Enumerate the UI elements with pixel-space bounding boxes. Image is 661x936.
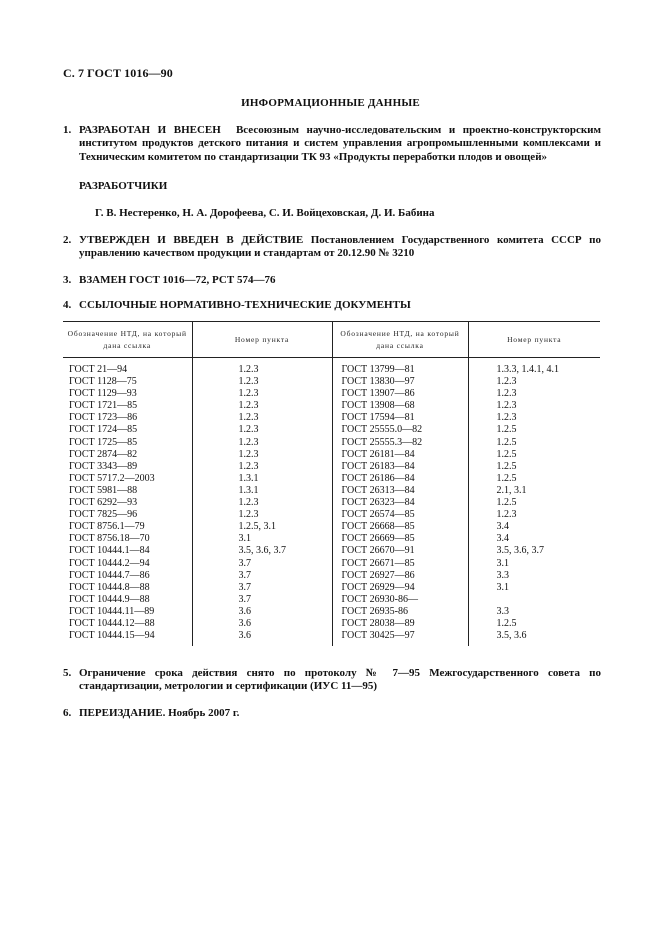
table-row <box>63 358 600 377</box>
ref-document: ГОСТ 17594—81 <box>332 412 468 424</box>
section-6 <box>63 707 601 720</box>
section-3 <box>63 274 601 287</box>
ref-document: ГОСТ 26313—84 <box>332 485 468 497</box>
ref-item: 3.3 <box>468 606 600 618</box>
section-text: Постановлением Государственного комитета СССР по управлению качеством продукции и стандартам от 20.12.90 № 3210 <box>79 234 602 260</box>
table-row <box>63 545 600 557</box>
ref-item: 1.2.5 <box>468 424 600 436</box>
ref-item: 1.2.3 <box>192 509 332 521</box>
ref-item: 1.2.3 <box>192 437 332 449</box>
table-row <box>63 388 600 400</box>
section-2 <box>63 234 601 261</box>
table-row <box>63 485 600 497</box>
ref-document: ГОСТ 26323—84 <box>332 497 468 509</box>
section-text: Ограничение срока действия снято по протоколу № 7—95 Межгосударственного совета по стандартизации, метрологии и сертификации (ИУС 11—95) <box>79 667 601 693</box>
ref-document: ГОСТ 26670—91 <box>332 545 468 557</box>
col-header-document: Обозначение НТД, на который дана ссылка <box>63 322 192 358</box>
table-row <box>63 618 600 630</box>
ref-document: ГОСТ 1129—93 <box>69 388 137 400</box>
ref-item: 3.4 <box>468 533 600 545</box>
ref-document: ГОСТ 10444.12—88 <box>69 617 155 629</box>
section-body <box>79 234 601 261</box>
ref-item: 1.2.3 <box>192 449 332 461</box>
ref-item <box>468 594 600 606</box>
section-lead: УТВЕРЖДЕН И ВВЕДЕН В ДЕЙСТВИЕ <box>79 234 304 246</box>
table-row <box>63 400 600 412</box>
ref-document: ГОСТ 26935-86 <box>332 606 468 618</box>
section-1 <box>63 124 601 164</box>
ref-document: ГОСТ 1723—86 <box>69 412 138 424</box>
table-row <box>63 449 600 461</box>
ref-document: ГОСТ 10444.1—84 <box>69 545 150 557</box>
ref-document: ГОСТ 1721—85 <box>69 400 138 412</box>
ref-document: ГОСТ 10444.9—88 <box>69 593 150 605</box>
ref-item: 3.4 <box>468 521 600 533</box>
ref-item: 3.5, 3.6, 3.7 <box>468 545 600 557</box>
ref-document: ГОСТ 6292—93 <box>69 497 138 509</box>
section-5 <box>63 667 601 694</box>
section-4 <box>63 299 601 312</box>
ref-item: 1.2.3 <box>192 461 332 473</box>
ref-item: 3.7 <box>192 558 332 570</box>
table-row <box>63 570 600 582</box>
ref-item: 3.7 <box>192 594 332 606</box>
ref-item: 1.2.3 <box>192 388 332 400</box>
section-number: 5. <box>63 667 72 679</box>
ref-document: ГОСТ 3343—89 <box>69 460 138 472</box>
ref-document: ГОСТ 26930-86— <box>332 594 468 606</box>
table-row <box>63 473 600 485</box>
developers-names: Г. В. Нестеренко, Н. А. Дорофеева, С. И. Войцеховская, Д. И. Бабина <box>95 207 435 219</box>
ref-item: 1.2.3 <box>468 509 600 521</box>
ref-item: 3.1 <box>468 558 600 570</box>
ref-item: 3.3 <box>468 570 600 582</box>
ref-document: ГОСТ 26671—85 <box>332 558 468 570</box>
table-row <box>63 521 600 533</box>
page-header: С. 7 ГОСТ 1016—90 <box>63 66 173 80</box>
ref-item: 1.2.3 <box>192 424 332 436</box>
ref-item: 1.2.3 <box>192 412 332 424</box>
ref-document: ГОСТ 10444.2—94 <box>69 557 150 569</box>
col-header-document: Обозначение НТД, на который дана ссылка <box>332 322 468 358</box>
document-title: ИНФОРМАЦИОННЫЕ ДАННЫЕ <box>241 97 420 109</box>
ref-item: 2.1, 3.1 <box>468 485 600 497</box>
ref-item: 1.2.3 <box>192 358 332 377</box>
ref-document: ГОСТ 28038—89 <box>332 618 468 630</box>
ref-document: ГОСТ 26669—85 <box>332 533 468 545</box>
table-header-row <box>63 322 600 358</box>
ref-item: 1.2.5 <box>468 437 600 449</box>
table-row <box>63 497 600 509</box>
ref-document: ГОСТ 10444.8—88 <box>69 581 150 593</box>
table-body <box>63 358 600 647</box>
ref-document: ГОСТ 13799—81 <box>332 358 468 377</box>
ref-item: 1.2.3 <box>192 497 332 509</box>
ref-document: ГОСТ 1725—85 <box>69 436 138 448</box>
ref-item: 3.1 <box>468 582 600 594</box>
table-row <box>63 558 600 570</box>
ref-document: ГОСТ 1128—75 <box>69 376 137 388</box>
ref-item: 1.3.3, 1.4.1, 4.1 <box>468 358 600 377</box>
ref-item: 1.2.5 <box>468 449 600 461</box>
ref-item: 3.6 <box>192 606 332 618</box>
ref-document: ГОСТ 1724—85 <box>69 424 138 436</box>
ref-document: ГОСТ 30425—97 <box>332 630 468 646</box>
ref-item: 1.3.1 <box>192 473 332 485</box>
ref-item: 3.5, 3.6, 3.7 <box>192 545 332 557</box>
table-row <box>63 630 600 646</box>
table-row <box>63 376 600 388</box>
ref-item: 1.2.5 <box>468 461 600 473</box>
ref-item: 1.3.1 <box>192 485 332 497</box>
section-text: ССЫЛОЧНЫЕ НОРМАТИВНО-ТЕХНИЧЕСКИЕ ДОКУМЕНТЫ <box>79 299 411 311</box>
ref-document: ГОСТ 26183—84 <box>332 461 468 473</box>
ref-document: ГОСТ 26181—84 <box>332 449 468 461</box>
section-number: 2. <box>63 234 72 246</box>
developers-label: РАЗРАБОТЧИКИ <box>79 180 168 192</box>
section-text: Всесоюзным научно-исследовательским и проектно-конструкторским институтом продуктов детского питания и систем управления агропромышленными комплексами и Техническим комитетом по стандартизации ТК 93 «Продукты переработки плодов и овощей» <box>79 124 601 163</box>
ref-item: 3.7 <box>192 570 332 582</box>
ref-document: ГОСТ 10444.11—89 <box>69 605 155 617</box>
table-row <box>63 509 600 521</box>
col-header-item: Номер пункта <box>468 322 600 358</box>
ref-document: ГОСТ 13908—68 <box>332 400 468 412</box>
ref-item: 1.2.3 <box>192 376 332 388</box>
reference-table <box>63 321 600 646</box>
table-row <box>63 582 600 594</box>
ref-document: ГОСТ 25555.3—82 <box>332 437 468 449</box>
ref-document: ГОСТ 5981—88 <box>69 484 138 496</box>
ref-document: ГОСТ 8756.1—79 <box>69 521 145 533</box>
col-header-item: Номер пункта <box>192 322 332 358</box>
ref-document: ГОСТ 7825—96 <box>69 509 138 521</box>
section-number: 3. <box>63 274 72 286</box>
ref-document: ГОСТ 26929—94 <box>332 582 468 594</box>
ref-document: ГОСТ 2874—82 <box>69 448 138 460</box>
table-row <box>63 412 600 424</box>
ref-item: 1.2.3 <box>468 376 600 388</box>
ref-document: ГОСТ 5717.2—2003 <box>69 472 155 484</box>
ref-item: 1.2.3 <box>468 388 600 400</box>
ref-document: ГОСТ 25555.0—82 <box>332 424 468 436</box>
ref-item: 1.2.3 <box>468 412 600 424</box>
ref-item: 3.1 <box>192 533 332 545</box>
ref-item: 1.2.3 <box>468 400 600 412</box>
ref-item: 1.2.5 <box>468 497 600 509</box>
ref-document: ГОСТ 26186—84 <box>332 473 468 485</box>
ref-item: 1.2.5 <box>468 618 600 630</box>
table-row <box>63 424 600 436</box>
table-row <box>63 533 600 545</box>
ref-item: 3.5, 3.6 <box>468 630 600 646</box>
ref-document: ГОСТ 10444.7—86 <box>69 569 150 581</box>
section-text: ПЕРЕИЗДАНИЕ. Ноябрь 2007 г. <box>79 707 240 719</box>
ref-document: ГОСТ 26668—85 <box>332 521 468 533</box>
ref-item: 1.2.5 <box>468 473 600 485</box>
table-row <box>63 437 600 449</box>
section-body <box>79 124 601 164</box>
table-row <box>63 606 600 618</box>
section-number: 1. <box>63 124 72 136</box>
ref-item: 1.2.5, 3.1 <box>192 521 332 533</box>
ref-item: 3.7 <box>192 582 332 594</box>
ref-item: 3.6 <box>192 630 332 646</box>
ref-document: ГОСТ 13830—97 <box>332 376 468 388</box>
section-text: ВЗАМЕН ГОСТ 1016—72, РСТ 574—76 <box>79 274 276 286</box>
ref-document: ГОСТ 10444.15—94 <box>69 630 155 642</box>
section-number: 6. <box>63 707 72 719</box>
section-number: 4. <box>63 299 72 311</box>
section-lead: РАЗРАБОТАН И ВНЕСЕН <box>79 124 221 136</box>
table-row <box>63 594 600 606</box>
ref-document: ГОСТ 26574—85 <box>332 509 468 521</box>
ref-item: 1.2.3 <box>192 400 332 412</box>
ref-document: ГОСТ 26927—86 <box>332 570 468 582</box>
ref-document: ГОСТ 8756.18—70 <box>69 533 150 545</box>
table-row <box>63 461 600 473</box>
ref-document: ГОСТ 13907—86 <box>332 388 468 400</box>
ref-document: ГОСТ 21—94 <box>69 364 128 375</box>
ref-item: 3.6 <box>192 618 332 630</box>
